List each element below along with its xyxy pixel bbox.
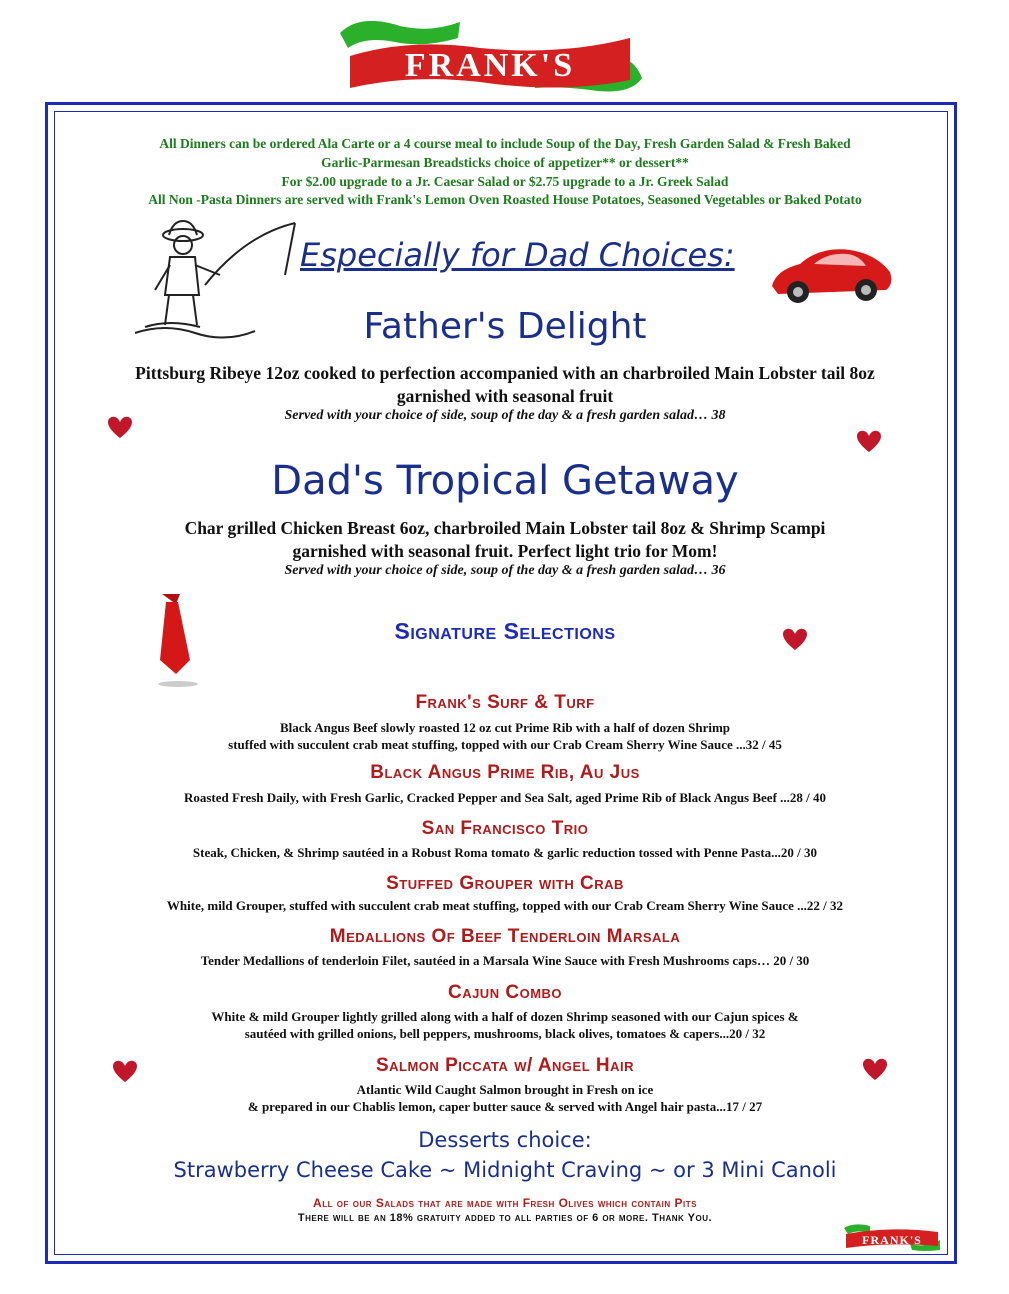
menu-item-title: Medallions Of Beef Tenderloin Marsala (329, 926, 681, 947)
footer-olives-note: All of our Salads that are made with Fresh Olives which contain Pits (313, 1196, 697, 1210)
desserts-line: Strawberry Cheese Cake ~ Midnight Craving ~ or 3 Mini Canoli (173, 1158, 837, 1182)
menu-item-desc: & prepared in our Chablis lemon, caper butter sauce & served with Angel hair pasta...17 / 27 (247, 1099, 763, 1114)
heart-icon (782, 628, 808, 652)
heart-icon (856, 430, 882, 454)
menu-item-desc: Roasted Fresh Daily, with Fresh Garlic, Cracked Pepper and Sea Salt, aged Prime Rib of Black Angus Beef ...28 / 40 (183, 790, 827, 805)
menu-item-title: Black Angus Prime Rib, Au Jus (370, 762, 640, 783)
menu-item-desc: Tender Medallions of tenderloin Filet, sautéed in a Marsala Wine Sauce with Fresh Mushrooms caps… 20 / 30 (200, 953, 810, 968)
menu-item-desc: sautéed with grilled onions, bell peppers, mushrooms, black olives, tomatoes & capers...20 / 32 (244, 1026, 766, 1041)
intro-line-3: For $2.00 upgrade to a Jr. Caesar Salad or $2.75 upgrade to a Jr. Greek Salad (281, 174, 729, 189)
menu-item-desc: Black Angus Beef slowly roasted 12 oz cut Prime Rib with a half of dozen Shrimp (279, 720, 731, 735)
intro-line-1: All Dinners can be ordered Ala Carte or a 4 course meal to include Soup of the Day, Fresh Garden Salad & Fresh Baked (159, 136, 851, 151)
special-heading: Especially for Dad Choices: (300, 236, 735, 274)
fathers-delight-title: Father's Delight (363, 306, 647, 347)
franks-logo-top (330, 8, 650, 98)
intro-line-4: All Non -Pasta Dinners are served with Frank's Lemon Oven Roasted House Potatoes, Seasoned Vegetables or Baked Potato (148, 192, 862, 207)
red-car-icon (768, 240, 896, 308)
tropical-served: Served with your choice of side, soup of the day & a fresh garden salad… 36 (284, 563, 726, 578)
menu-item-title: San Francisco Trio (421, 818, 589, 839)
menu-item-desc: White & mild Grouper lightly grilled along with a half of dozen Shrimp seasoned with our Cajun spices & (211, 1009, 799, 1024)
tropical-desc-2: garnished with seasonal fruit. Perfect light trio for Mom! (292, 541, 718, 561)
signature-heading: Signature Selections (394, 618, 616, 644)
tropical-title: Dad's Tropical Getaway (271, 458, 739, 504)
menu-item-desc: White, mild Grouper, stuffed with succulent crab meat stuffing, topped with our Crab Cream Sherry Wine Sauce ...22 / 32 (166, 898, 844, 913)
heart-icon (107, 416, 133, 440)
menu-item-desc: Steak, Chicken, & Shrimp sautéed in a Robust Roma tomato & garlic reduction tossed with Penne Pasta...20 / 30 (192, 845, 818, 860)
fathers-delight-served: Served with your choice of side, soup of the day & a fresh garden salad… 38 (284, 408, 726, 423)
desserts-heading: Desserts choice: (418, 1128, 592, 1152)
logo-top-text: FRANK'S (404, 47, 576, 84)
tropical-desc-1: Char grilled Chicken Breast 6oz, charbroiled Main Lobster tail 8oz & Shrimp Scampi (184, 518, 826, 538)
menu-item-desc: Atlantic Wild Caught Salmon brought in Fresh on ice (356, 1082, 654, 1097)
menu-item-title: Salmon Piccata w/ Angel Hair (375, 1055, 635, 1076)
fathers-delight-desc-1: Pittsburg Ribeye 12oz cooked to perfection accompanied with an charbroiled Main Lobster tail 8oz (135, 363, 875, 383)
logo-bottom-text: FRANK'S (862, 1233, 922, 1247)
franks-logo-bottom (840, 1220, 944, 1252)
footer-gratuity-note: There will be an 18% gratuity added to all parties of 6 or more. Thank You. (297, 1212, 713, 1224)
menu-item-desc: stuffed with succulent crab meat stuffing, topped with our Crab Cream Sherry Wine Sauce ...32 / 45 (228, 737, 782, 752)
intro-line-2: Garlic-Parmesan Breadsticks choice of appetizer** or dessert** (321, 155, 689, 170)
menu-item-title: Stuffed Grouper with Crab (386, 873, 624, 894)
fathers-delight-desc-2: garnished with seasonal fruit (396, 386, 614, 406)
menu-item-title: Cajun Combo (447, 982, 563, 1003)
menu-item-title: Frank's Surf & Turf (415, 692, 595, 713)
